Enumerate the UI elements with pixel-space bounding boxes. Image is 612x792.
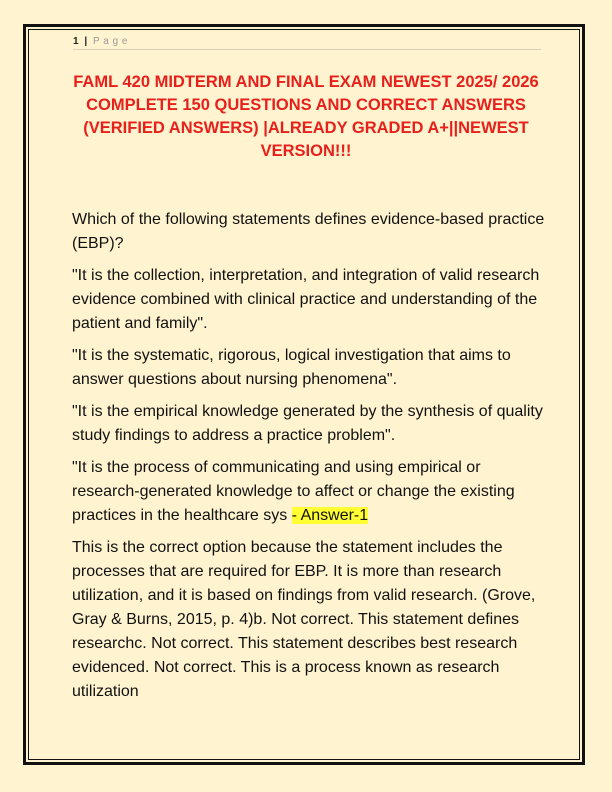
page-separator: | xyxy=(84,36,88,47)
option-4-text: "It is the process of communicating and using empirical or research-generated knowledge to affect or change the existing practices in the healthcare sys xyxy=(72,459,515,524)
option-3: "It is the empirical knowledge generated by the synthesis of quality study findings to address a practice problem". xyxy=(72,403,543,444)
answer-tag: - Answer-1 xyxy=(291,507,369,524)
document-title: FAML 420 MIDTERM AND FINAL EXAM NEWEST 2025/ 2026 COMPLETE 150 QUESTIONS AND CORRECT ANSWERS (VERIFIED ANSWERS) |ALREADY GRADED A+||NEWEST VERSION!!! xyxy=(73,73,539,160)
explanation-text: This is the correct option because the statement includes the processes that are required for EBP. It is more than research utilization, and it is based on findings from valid research. (Grove, Gray & Burns, 2015, p. 4)b. Not correct. This statement defines researchc. Not correct. This statement describes best research evidenced. Not correct. This is a process known as research utilization xyxy=(72,539,536,700)
option-2: "It is the systematic, rigorous, logical investigation that aims to answer questions about nursing phenomena". xyxy=(72,347,511,388)
option-4 xyxy=(72,456,550,528)
option-1: "It is the collection, interpretation, and integration of valid research evidence combined with clinical practice and understanding of the patient and family". xyxy=(72,267,540,332)
document-body xyxy=(72,208,550,712)
page-number: 1 xyxy=(73,36,80,47)
question-text: Which of the following statements defines evidence-based practice (EBP)? xyxy=(72,211,545,252)
page-header xyxy=(73,36,541,50)
page-word: P a g e xyxy=(92,36,128,47)
